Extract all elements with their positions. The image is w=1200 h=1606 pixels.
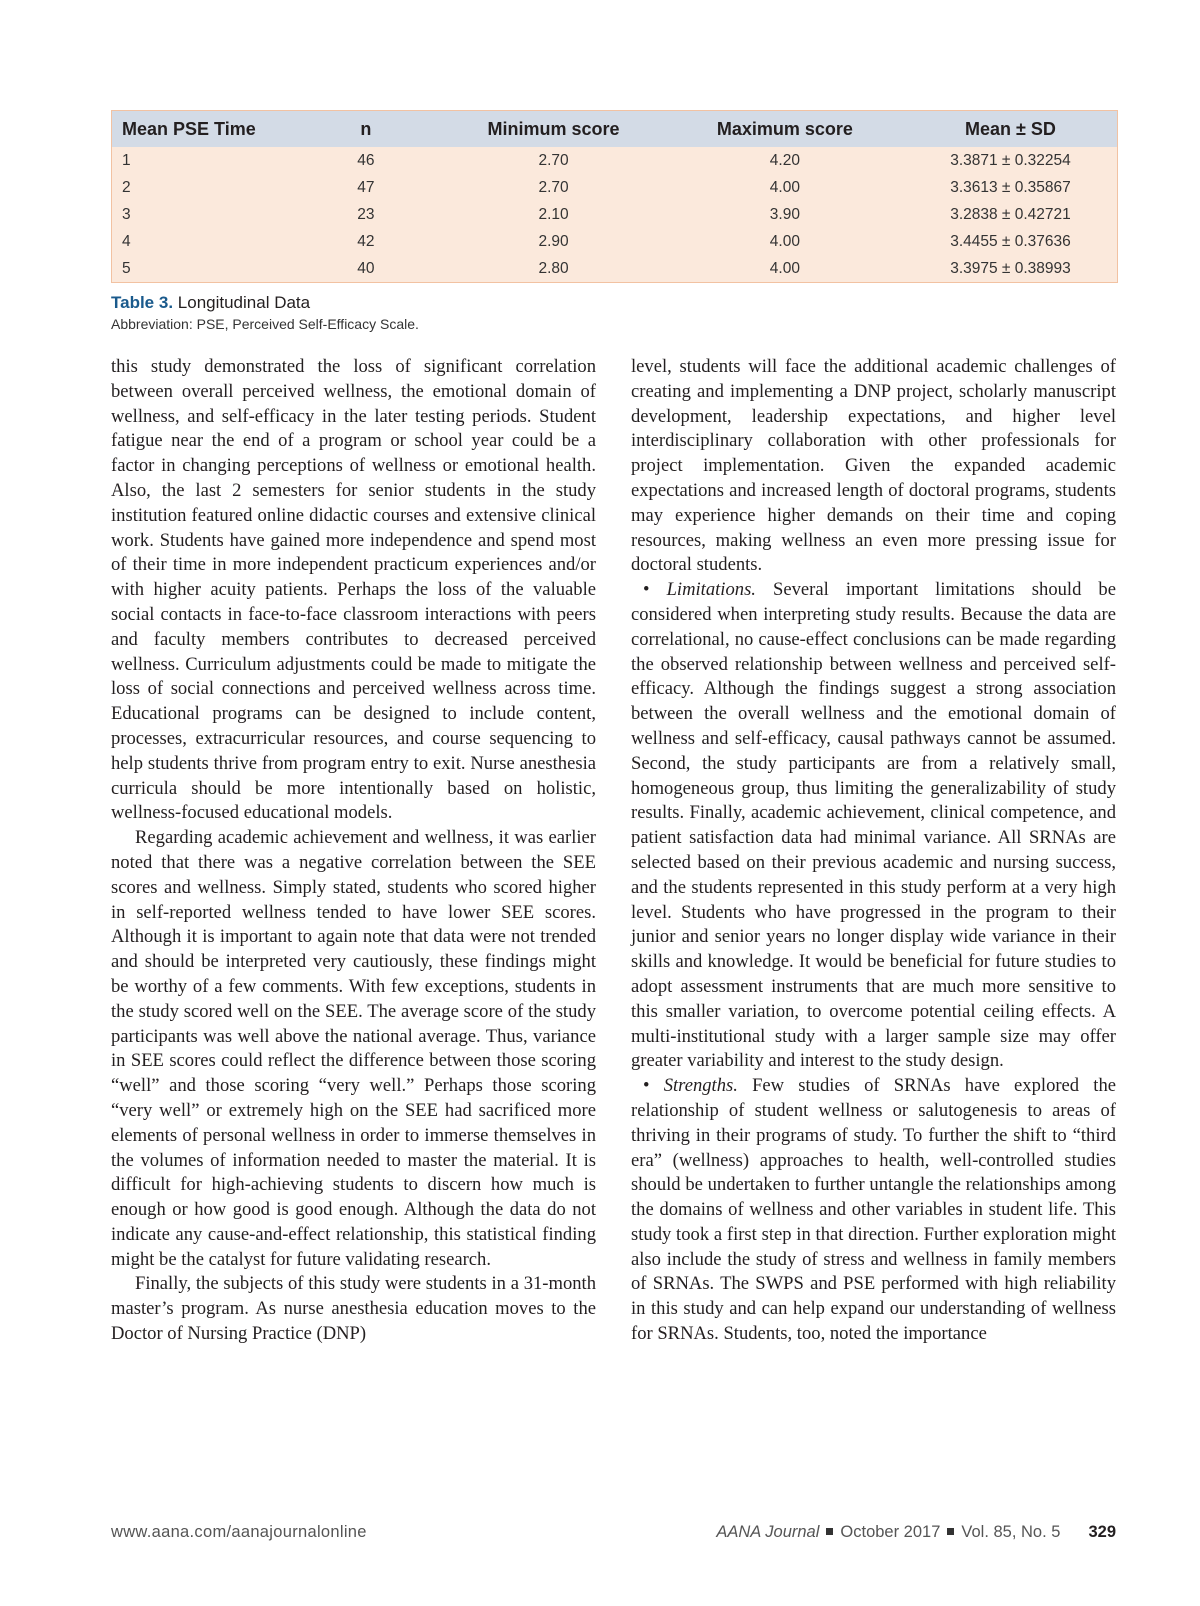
header-maximum-score: Maximum score xyxy=(716,118,853,139)
table-caption-title-line xyxy=(111,293,419,313)
cell-min: 2.70 xyxy=(538,151,569,169)
header-mean-sd: Mean ± SD xyxy=(965,118,1056,139)
cell-time: 4 xyxy=(122,232,131,250)
cell-mean-sd: 3.3871 ± 0.32254 xyxy=(950,151,1071,169)
cell-time: 3 xyxy=(122,205,131,223)
volume-issue: Vol. 85, No. 5 xyxy=(961,1523,1061,1541)
limitations-heading: Limitations. xyxy=(666,579,756,601)
page-number: 329 xyxy=(1088,1523,1116,1541)
body-paragraph: level, students will face the additional academic challenges of creating and implementing a DNP project, scholarly manuscript development, leadership expectations, and higher level interdisciplinary collaboration with other professionals for project implementation. Given the expanded academic expectations and increased length of doctoral programs, students may experience higher demands on their time and coping resources, making wellness an even more pressing issue for doctoral students. xyxy=(631,356,1116,576)
cell-time: 2 xyxy=(122,178,131,196)
header-n: n xyxy=(360,118,372,139)
cell-mean-sd: 3.3613 ± 0.35867 xyxy=(950,178,1071,196)
square-separator-icon xyxy=(826,1528,833,1535)
cell-mean-sd: 3.2838 ± 0.42721 xyxy=(950,205,1071,223)
strengths-text: Few studies of SRNAs have explored the relationship of student wellness or salutogenesis to areas of thriving in their programs of study. To further the shift to “third era” (wellness) approaches to health, well-controlled studies should be undertaken to further untangle the relationships among the domains of wellness and other variables in student life. This study took a first step in that direction. Further exploration might also include the study of stress and wellness in family members of SRNAs. The SWPS and PSE performed with high reliability in this study and can help expand our understanding of wellness for SRNAs. Students, too, noted the importance xyxy=(631,1075,1116,1345)
journal-citation xyxy=(716,1523,1116,1542)
cell-n: 23 xyxy=(357,205,375,223)
bullet-icon: • xyxy=(643,579,650,601)
cell-mean-sd: 3.3975 ± 0.38993 xyxy=(950,259,1071,277)
table-row xyxy=(112,255,1117,282)
cell-n: 42 xyxy=(357,232,375,250)
bullet-icon: • xyxy=(643,1075,650,1097)
body-paragraph: this study demonstrated the loss of significant correlation between overall perceived wellness, the emotional domain of wellness, and self-efficacy in the later testing periods. Student fatigue near the end of a program or school year could be a factor in changing perceptions of wellness or emotional health. Also, the last 2 semesters for senior students in the study institution featured online didactic courses and extensive clinical work. Students have gained more independence and spend most of their time in more independent practicum experiences and/or with higher acuity patients. Perhaps the loss of the valuable social contacts in face-to-face classroom interactions with peers and faculty members contributes to decreased perceived wellness. Curriculum adjustments could be made to mitigate the loss of social connections and perceived wellness across time. Educational programs can be designed to include content, processes, extracurricular resources, and course sequencing to help students thrive from program entry to exit. Nurse anesthesia curricula should be more intentionally based on holistic, wellness-focused educational models. xyxy=(111,356,596,824)
cell-time: 5 xyxy=(122,259,131,277)
table-caption-note: Abbreviation: PSE, Perceived Self-Efficacy Scale. xyxy=(111,316,419,332)
cell-max: 4.00 xyxy=(769,178,800,196)
limitations-paragraph xyxy=(631,578,1116,1074)
strengths-paragraph xyxy=(631,1074,1116,1347)
cell-max: 4.00 xyxy=(769,232,800,250)
cell-n: 46 xyxy=(357,151,375,169)
left-text-column xyxy=(111,355,596,1347)
header-minimum-score: Minimum score xyxy=(487,118,620,139)
strengths-heading: Strengths. xyxy=(663,1075,738,1097)
body-paragraph: Regarding academic achievement and wellness, it was earlier noted that there was a negative correlation between the SEE scores and wellness. Simply stated, students who scored higher in self-reported wellness tended to have lower SEE scores. Although it is important to again note that data were not trended and should be interpreted very cautiously, these findings might be worthy of a few comments. With few exceptions, students in the study scored well on the SEE. The average score of the study participants was well above the national average. Thus, variance in SEE scores could reflect the difference between those scoring “well” and those scoring “very well.” Perhaps those scoring “very well” or extremely high on the SEE had sacrificed more elements of personal wellness in order to immerse themselves in the volumes of information needed to master the material. It is difficult for high-achieving students to discern how much is enough or how good is good enough. Although the data do not indicate any cause-and-effect relationship, this statistical finding might be the catalyst for future validating research. xyxy=(111,827,596,1270)
limitations-text: Several important limitations should be considered when interpreting study results. Because the data are correlational, no cause-effect conclusions can be made regarding the observed relationship between wellness and perceived self-efficacy. Although the findings suggest a strong association between the overall wellness and the emotional domain of wellness and self-efficacy, causal pathways cannot be assumed. Second, the study participants are from a relatively small, homogeneous group, thus limiting the generalizability of study results. Finally, academic achievement, clinical competence, and patient satisfaction data had minimal variance. All SRNAs are selected based on their previous academic and nursing success, and the students represented in this study perform at a very high level. Students who have progressed in the program to their junior and senior years no longer display wide variance in their skills and knowledge. It would be beneficial for future studies to adopt assessment instruments that are much more sensitive to this smaller variation, to overcome potential ceiling effects. A multi-institutional study with a larger sample size may offer greater variability and interest to the study design. xyxy=(631,579,1116,1072)
issue-date: October 2017 xyxy=(840,1523,941,1541)
right-text-column xyxy=(631,355,1116,1347)
table-row xyxy=(112,147,1117,174)
table-header-row xyxy=(112,111,1117,147)
cell-n: 47 xyxy=(357,178,375,196)
table-row xyxy=(112,201,1117,228)
journal-url: www.aana.com/aanajournalonline xyxy=(111,1523,367,1541)
journal-name: AANA Journal xyxy=(716,1523,820,1541)
header-mean-pse-time: Mean PSE Time xyxy=(122,118,256,139)
table-caption-label: Table 3. xyxy=(111,293,174,312)
cell-min: 2.90 xyxy=(538,232,569,250)
table-row xyxy=(112,228,1117,255)
longitudinal-data-table xyxy=(112,111,1117,282)
body-paragraph: Finally, the subjects of this study were students in a 31-month master’s program. As nurse anesthesia education moves to the Doctor of Nursing Practice (DNP) xyxy=(111,1273,596,1345)
cell-min: 2.80 xyxy=(538,259,569,277)
cell-mean-sd: 3.4455 ± 0.37636 xyxy=(950,232,1071,250)
table-caption xyxy=(111,293,419,332)
table-caption-title: Longitudinal Data xyxy=(177,293,311,312)
cell-max: 4.00 xyxy=(769,259,800,277)
square-separator-icon xyxy=(947,1528,954,1535)
cell-min: 2.10 xyxy=(538,205,569,223)
table-row xyxy=(112,174,1117,201)
cell-max: 4.20 xyxy=(769,151,800,169)
longitudinal-data-table-container xyxy=(111,110,1118,283)
cell-min: 2.70 xyxy=(538,178,569,196)
cell-max: 3.90 xyxy=(769,205,800,223)
cell-time: 1 xyxy=(122,151,131,169)
cell-n: 40 xyxy=(357,259,375,277)
